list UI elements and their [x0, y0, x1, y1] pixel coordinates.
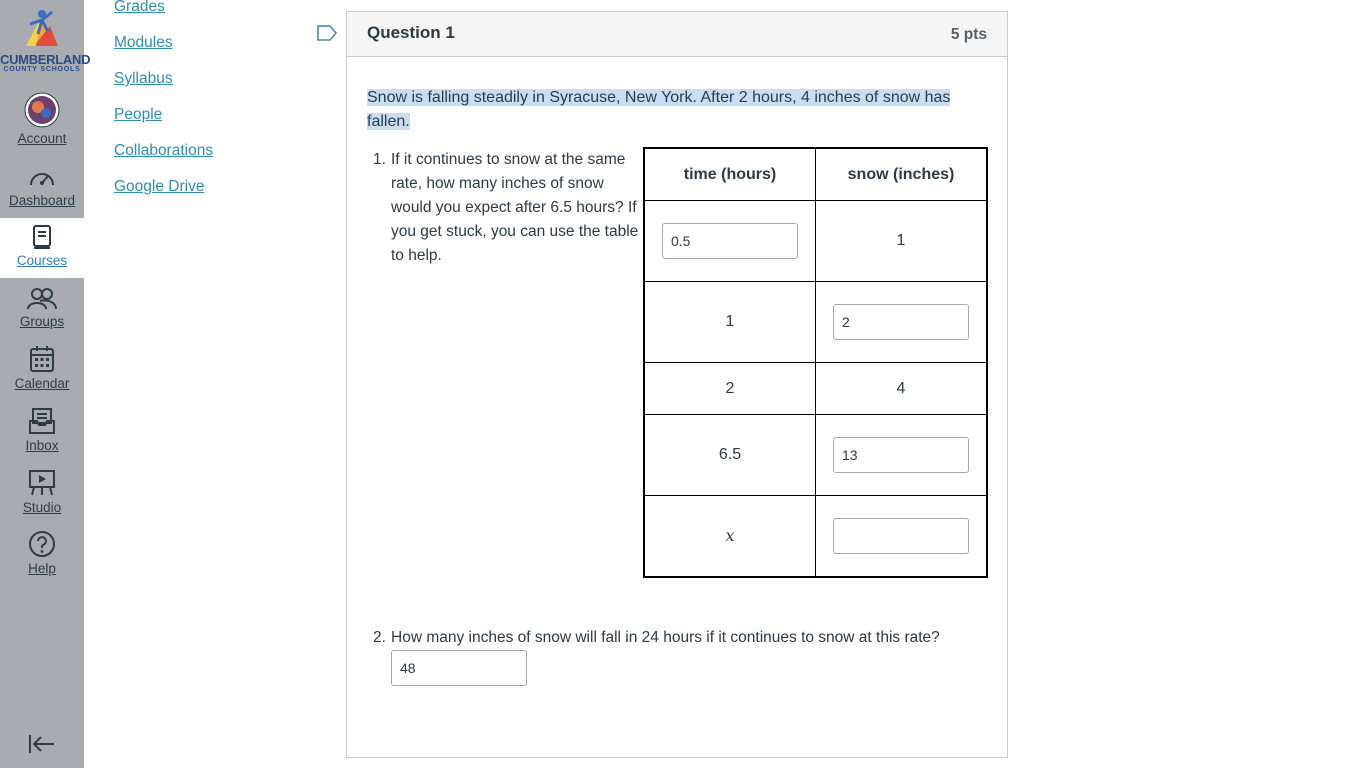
collapse-nav-button[interactable]: [28, 732, 56, 756]
table-row: [644, 282, 987, 363]
question-title: Question 1: [367, 23, 455, 42]
snow-answer-input[interactable]: [833, 437, 969, 473]
table-cell-time: 6.5: [644, 415, 816, 496]
course-link-people[interactable]: People: [114, 106, 163, 123]
inbox-icon: [28, 407, 56, 435]
table-row: [644, 496, 987, 577]
question-header: [347, 12, 1007, 57]
dashboard-icon: [28, 166, 56, 190]
table-header-time: time (hours): [644, 148, 816, 201]
nav-groups-label: Groups: [19, 314, 65, 329]
nav-help-label: Help: [28, 561, 56, 576]
question-intro-text: Snow is falling steadily in Syracuse, New York. After 2 hours, 4 inches of snow has fallen.: [367, 89, 951, 130]
logo-text-line1: CUMBERLAND: [0, 52, 91, 67]
nav-calendar[interactable]: [0, 345, 84, 391]
logo-text-line2: COUNTY SCHOOLS: [3, 66, 81, 73]
table-cell-time-variable: x: [644, 496, 816, 577]
item-2-answer-input[interactable]: [391, 650, 527, 686]
help-icon: [28, 530, 56, 558]
table-cell-snow: 1: [816, 201, 988, 282]
question-intro: [367, 86, 967, 134]
table-cell-snow: [816, 415, 988, 496]
table-cell-time: [644, 201, 816, 282]
item-1-number: 1.: [373, 151, 386, 168]
nav-account-label: Account: [17, 131, 67, 146]
table-header-snow: snow (inches): [816, 148, 988, 201]
studio-icon: [28, 469, 56, 497]
bookmark-flag-icon: [317, 25, 337, 41]
nav-dashboard-label: Dashboard: [8, 193, 76, 208]
course-link-modules[interactable]: Modules: [114, 34, 173, 51]
courses-icon: [31, 224, 53, 250]
table-row: [644, 201, 987, 282]
ratio-table: [643, 147, 988, 578]
nav-help[interactable]: [0, 530, 84, 576]
table-cell-snow: 4: [816, 363, 988, 415]
nav-inbox-label: Inbox: [25, 438, 59, 453]
table-header-row: [644, 148, 987, 201]
time-answer-input[interactable]: [662, 223, 798, 259]
table-cell-snow: [816, 496, 988, 577]
collapse-left-icon: [28, 732, 56, 756]
nav-account[interactable]: [0, 92, 84, 146]
snow-answer-input[interactable]: [833, 518, 969, 554]
school-logo[interactable]: [0, 8, 91, 74]
course-link-collaborations[interactable]: Collaborations: [114, 142, 214, 159]
nav-groups[interactable]: [0, 287, 84, 329]
groups-icon: [27, 287, 57, 311]
course-link-google-drive[interactable]: Google Drive: [114, 178, 205, 195]
table-row: [644, 415, 987, 496]
logo-figure-icon: [12, 8, 72, 52]
question-panel: [346, 11, 1008, 758]
table-row: [644, 363, 987, 415]
flag-question-button[interactable]: [317, 25, 337, 46]
global-nav: [0, 0, 91, 768]
nav-studio[interactable]: [0, 469, 84, 515]
nav-studio-label: Studio: [22, 500, 62, 515]
course-link-syllabus[interactable]: Syllabus: [114, 70, 173, 87]
item-2-text: How many inches of snow will fall in 24 hours if it continues to snow at this rate?: [391, 629, 940, 646]
item-2-answer-wrapper: [391, 650, 527, 686]
nav-calendar-label: Calendar: [14, 376, 70, 391]
nav-dashboard[interactable]: [0, 166, 84, 208]
table-cell-snow: [816, 282, 988, 363]
table-cell-time: 1: [644, 282, 816, 363]
calendar-icon: [29, 345, 55, 373]
nav-courses[interactable]: [0, 218, 84, 278]
question-points: 5 pts: [950, 26, 987, 43]
course-link-grades[interactable]: Grades: [114, 0, 165, 15]
table-cell-time: 2: [644, 363, 816, 415]
account-avatar-icon: [24, 92, 60, 128]
item-1-text: If it continues to snow at the same rate, how many inches of snow would you expect after 6.5 hours? If you get stuck, you can use the table to help.: [391, 151, 639, 264]
nav-courses-label: Courses: [16, 253, 68, 268]
snow-answer-input[interactable]: [833, 304, 969, 340]
nav-inbox[interactable]: [0, 407, 84, 453]
item-2-number: 2.: [373, 629, 386, 646]
